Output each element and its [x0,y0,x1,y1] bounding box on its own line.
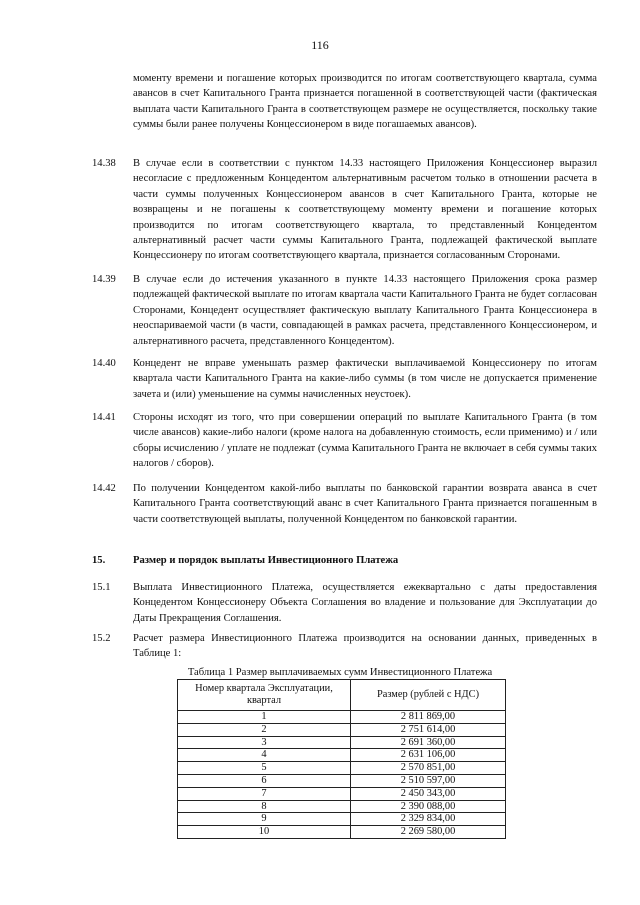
clause-number: 14.42 [92,483,116,494]
clause-text: Расчет размера Инвестиционного Платежа производится на основании данных, приведенных в Таблице 1: [133,633,597,660]
amount-cell: 2 450 343,00 [351,787,506,800]
quarter-cell: 8 [178,800,351,813]
quarter-cell: 5 [178,762,351,775]
quarter-cell: 7 [178,787,351,800]
clause-number: 14.40 [92,358,116,369]
column-header-quarter: Номер квартала Эксплуатации, квартал [178,680,351,711]
clause-text: В случае если в соответствии с пунктом 14.33 настоящего Приложения Концессионер выразил несогласие с предложенным Концедентом альтернативным расчетом только в отношении расчета в части суммы полученных Концессионером авансов в счет Капитального Гранта, которые не возвращены и не погашены к соответствующему моменту времени и погашение которых производится по итогам соответствующего квартала, то представленный Концедентом альтернативный расчет части суммы Капитального Гранта, подлежащей фактической выплате Концессионеру по итогам соответствующего квартала, признается согласованным Сторонами. [133,158,597,262]
table-row [178,723,506,736]
table-row [178,787,506,800]
clause-number: 15.2 [92,633,111,644]
quarter-cell: 3 [178,736,351,749]
section-number: 15. [92,555,106,566]
clause-14-38 [92,156,597,264]
clause-text: По получении Концедентом какой-либо выплаты по банковской гарантии возврата аванса в счет Капитального Гранта соответствующий аванс в счет Капитального Гранта признается погашенным в части соответствующей выплаты, полученной Концедентом по банковской гарантии. [133,483,597,525]
clause-15-2 [92,631,597,662]
clause-14-39 [92,272,597,349]
table-row [178,826,506,839]
amount-cell: 2 631 106,00 [351,749,506,762]
table-row [178,736,506,749]
amount-cell: 2 510 597,00 [351,774,506,787]
clause-14-40 [92,356,597,402]
amount-cell: 2 570 851,00 [351,762,506,775]
clause-text: Стороны исходят из того, что при совершении операций по выплате Капитального Гранта (в том числе авансов) какие-либо налоги (кроме налога на добавленную стоимость, если применимо) и / или сборы исчислению / уплате не подлежат (сумма Капитального Гранта не включает в себя суммы таких налогов / сборов). [133,412,597,470]
section-heading [92,553,597,568]
quarter-cell: 10 [178,826,351,839]
clause-text: Выплата Инвестиционного Платежа, осуществляется ежеквартально с даты предоставления Концедентом Концессионеру Объекта Соглашения во владение и пользование для Эксплуатации до Даты Прекращения Соглашения. [133,582,597,624]
page-number: 116 [311,38,329,52]
amount-cell: 2 751 614,00 [351,723,506,736]
payments-table [177,679,506,839]
clause-number: 14.38 [92,158,116,169]
amount-cell: 2 269 580,00 [351,826,506,839]
table-row [178,749,506,762]
amount-cell: 2 390 088,00 [351,800,506,813]
clause-number: 15.1 [92,582,111,593]
clause-number: 14.41 [92,412,116,423]
quarter-cell: 1 [178,711,351,724]
table-row [178,762,506,775]
amount-cell: 2 811 869,00 [351,711,506,724]
column-header-amount: Размер (рублей с НДС) [351,680,506,711]
amount-cell: 2 691 360,00 [351,736,506,749]
section-title: Размер и порядок выплаты Инвестиционного Платежа [133,555,399,566]
table-row [178,813,506,826]
amount-cell: 2 329 834,00 [351,813,506,826]
clause-14-42 [92,481,597,527]
clause-text: В случае если до истечения указанного в пункте 14.33 настоящего Приложения срока размер подлежащей фактической выплате по итогам квартала части Капитального Гранта не будет согласован Сторонами, Концедент осуществляет фактическую выплату Капитального Гранта Концессионера в неоспариваемой части (в части, совпадающей в рамках расчета, представленного Концессионером, и альтернативного расчета, представленного Концедентом). [133,274,597,347]
clause-14-41 [92,410,597,472]
table-caption: Таблица 1 Размер выплачиваемых сумм Инвестиционного Платежа [187,667,493,678]
table-header-row [178,680,506,711]
table-row [178,774,506,787]
clause-text: Концедент не вправе уменьшать размер фактически выплачиваемой Концессионеру по итогам квартала части Капитального Гранта на какие-либо суммы (в том числе не допускается применение зачета и (или) уменьшение на суммы начисленных неустоек). [133,358,597,400]
quarter-cell: 6 [178,774,351,787]
table-row [178,800,506,813]
clause-number: 14.39 [92,274,116,285]
continuation-paragraph: моменту времени и погашение которых производится по итогам соответствующего квартала, сумма авансов в счет Капитального Гранта признается погашенной в соответствующей части (фактическая выплата части Капитального Гранта в соответствующем размере не осуществляется, поскольку такие суммы были ранее получены Концессионером в виде погашаемых авансов). [133,73,597,131]
quarter-cell: 2 [178,723,351,736]
clause-15-1 [92,580,597,626]
table-row [178,711,506,724]
quarter-cell: 4 [178,749,351,762]
quarter-cell: 9 [178,813,351,826]
